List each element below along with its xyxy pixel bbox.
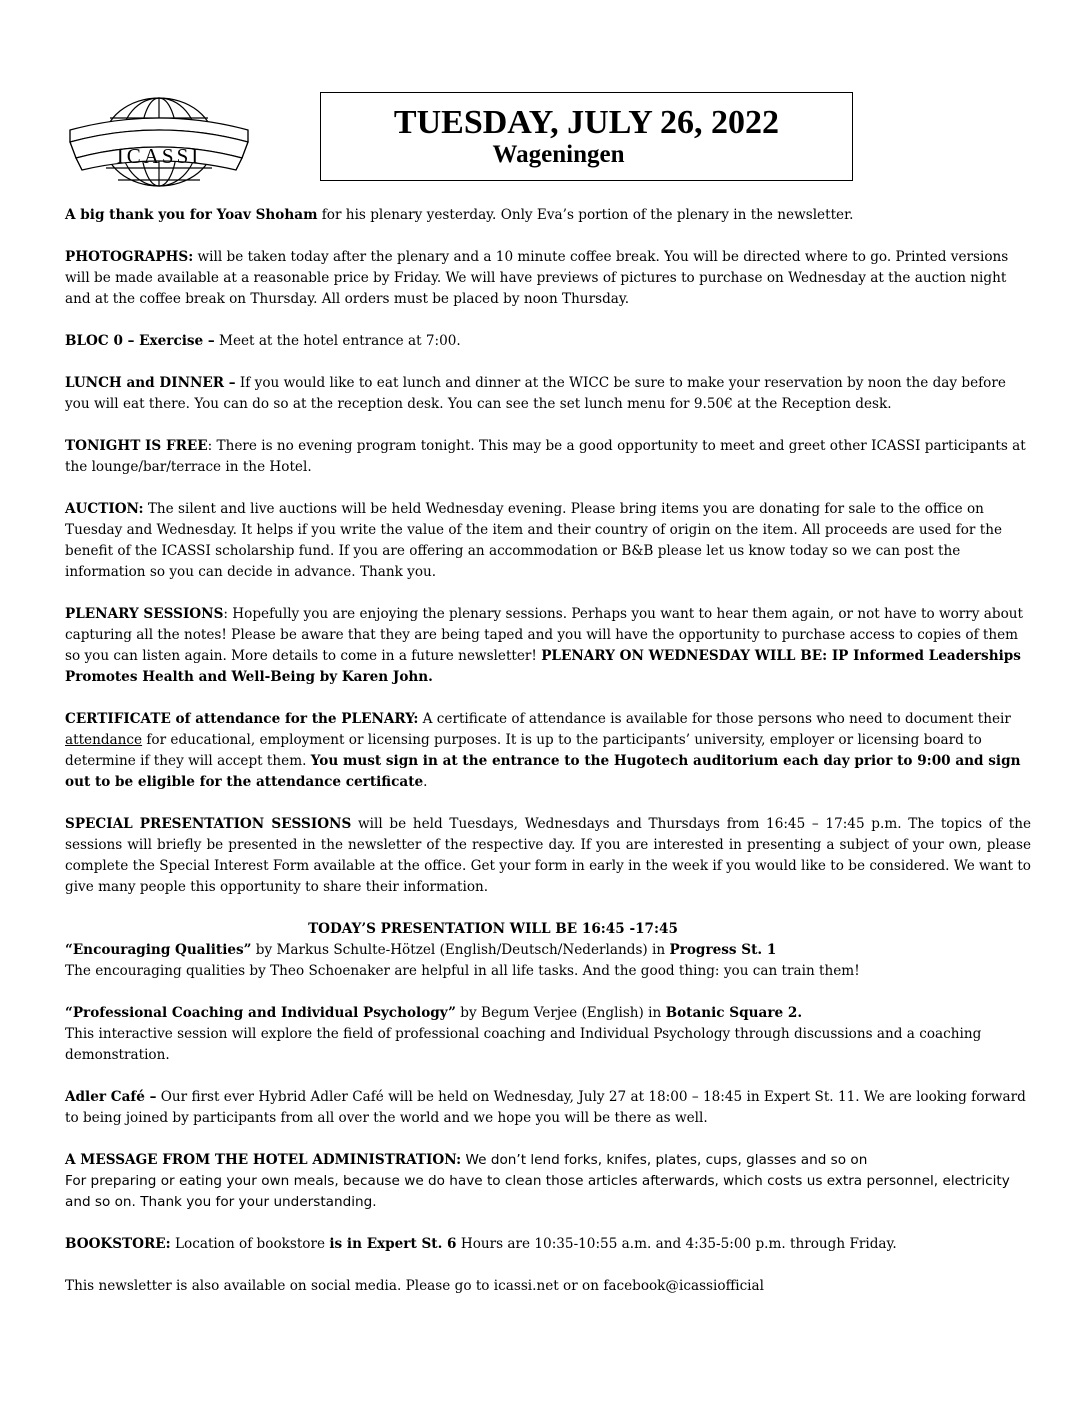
presentation-2-room: Botanic Square 2. — [665, 1005, 803, 1021]
auction-paragraph — [65, 499, 1031, 583]
presentation-2-description: This interactive session will explore the field of professional coaching and Individual Psychology through discussions and a coaching demonstration. — [65, 1026, 982, 1063]
bloc0-paragraph — [65, 331, 1031, 352]
certificate-paragraph — [65, 709, 1031, 793]
special-sessions-heading: SPECIAL PRESENTATION SESSIONS — [65, 816, 352, 832]
adler-cafe-text: Our first ever Hybrid Adler Café will be held on Wednesday, July 27 at 18:00 – 18:45 in Expert St. 11. We are looking forward to being joined by participants from all over the world and we hope you will be there as well. — [65, 1089, 1026, 1126]
special-sessions-paragraph — [65, 814, 1031, 898]
presentation-2-title: “Professional Coaching and Individual Psychology” — [65, 1005, 456, 1021]
tonight-paragraph — [65, 436, 1031, 478]
certificate-sign-in-notice: You must sign in at the entrance to the Hugotech auditorium each day prior to 9:00 and sign out to be eligible for the attendance certificate — [65, 753, 1021, 790]
presentation-1-line — [65, 940, 1031, 961]
bookstore-hours: Hours are 10:35-10:55 a.m. and 4:35-5:00 p.m. through Friday. — [456, 1236, 897, 1252]
todays-presentation-heading-text: TODAY’S PRESENTATION WILL BE 16:45 -17:45 — [308, 921, 678, 937]
auction-heading: AUCTION: — [65, 501, 144, 517]
hotel-message-text-1: We don’t lend forks, knifes, plates, cups, glasses and so on — [461, 1152, 868, 1168]
certificate-text-1: A certificate of attendance is available for those persons who need to document their — [418, 711, 1011, 727]
presentation-1-presenter: by Markus Schulte-Hötzel (English/Deutsch/Nederlands) in — [251, 942, 670, 958]
icassi-globe-logo — [66, 96, 252, 194]
special-sessions-text: will be held Tuesdays, Wednesdays and Thursdays from 16:45 – 17:45 p.m. The topics of the sessions will briefly be presented in the newsletter of the respective day. If you are interested in presenting a subject of your own, please complete the Special Interest Form available at the office. Get your form in early in the week if you would like to be considered. We want to give many people this opportunity to share their information. — [65, 816, 1031, 895]
tonight-heading: TONIGHT IS FREE — [65, 438, 208, 454]
certificate-underlined-word: attendance — [65, 732, 143, 748]
lunch-text: If you would like to eat lunch and dinner at the WICC be sure to make your reservation by noon the day before you will eat there. You can do so at the reception desk. You can see the set lunch menu for 9.50€ at the Reception desk. — [65, 375, 1006, 412]
tonight-text: : There is no evening program tonight. This may be a good opportunity to meet and greet other ICASSI participants at the lounge/bar/terrace in the Hotel. — [65, 438, 1026, 475]
certificate-heading: CERTIFICATE of attendance for the PLENARY: — [65, 711, 419, 727]
photographs-heading: PHOTOGRAPHS: — [65, 249, 194, 265]
hotel-message-text-2: For preparing or eating your own meals, because we do have to clean those articles afterwards, which costs us extra personnel, electricity and so on. Thank you for your understanding. — [65, 1173, 1010, 1210]
plenary-text: : Hopefully you are enjoying the plenary sessions. Perhaps you want to hear them again, or not have to worry about capturing all the notes! Please be aware that they are being taped and you will have the opportunity to purchase access to copies of them so you can listen again. More details to come in a future newsletter! — [65, 606, 1023, 664]
plenary-wednesday-announcement: PLENARY ON WEDNESDAY WILL BE: IP Informed Leaderships Promotes Health and Well-Being by Karen John. — [65, 648, 1021, 685]
bloc0-text: Meet at the hotel entrance at 7:00. — [214, 333, 461, 349]
lunch-paragraph — [65, 373, 1031, 415]
photographs-paragraph — [65, 247, 1031, 310]
certificate-text-3: . — [423, 774, 428, 790]
newsletter-body — [65, 205, 1031, 1318]
bookstore-text-1: Location of bookstore — [170, 1236, 330, 1252]
photographs-text: will be taken today after the plenary and a 10 minute coffee break. You will be directed where to go. Printed versions will be made available at a reasonable price by Friday. We will have previews of pictures to purchase on Wednesday at the auction night and at the coffee break on Thursday. All orders must be placed by noon Thursday. — [65, 249, 1009, 307]
presentation-1-title: “Encouraging Qualities” — [65, 942, 252, 958]
thanks-heading: A big thank you for Yoav Shoham — [65, 207, 318, 223]
footer-social-media: This newsletter is also available on social media. Please go to icassi.net or on facebook@icassiofficial — [65, 1278, 764, 1294]
presentation-2-presenter: by Begum Verjee (English) in — [455, 1005, 666, 1021]
thanks-paragraph — [65, 205, 1031, 226]
bookstore-location: is in Expert St. 6 — [329, 1236, 457, 1252]
bloc0-heading: BLOC 0 – Exercise – — [65, 333, 215, 349]
plenary-paragraph — [65, 604, 1031, 688]
presentation-1-description: The encouraging qualities by Theo Schoenaker are helpful in all life tasks. And the good thing: you can train them! — [65, 963, 860, 979]
lunch-heading: LUNCH and DINNER – — [65, 375, 236, 391]
header-title-box — [320, 92, 853, 181]
auction-text: The silent and live auctions will be held Wednesday evening. Please bring items you are donating for sale to the office on Tuesday and Wednesday. It helps if you write the value of the item and their country of origin on the item. All proceeds are used for the benefit of the ICASSI scholarship fund. If you are offering an accommodation or B&B please let us know today so we can post the information so you can decide in advance. Thank you. — [65, 501, 1002, 580]
certificate-text-2: for educational, employment or licensing purposes. It is up to the participants’ university, employer or licensing board to determine if they will accept them. — [65, 732, 982, 769]
thanks-text: for his plenary yesterday. Only Eva’s portion of the plenary in the newsletter. — [317, 207, 854, 223]
adler-cafe-heading: Adler Café – — [65, 1089, 157, 1105]
bookstore-paragraph — [65, 1234, 1031, 1255]
hotel-message-paragraph — [65, 1150, 1031, 1213]
presentation-2-line — [65, 1003, 1031, 1024]
adler-cafe-paragraph — [65, 1087, 1031, 1129]
plenary-heading: PLENARY SESSIONS — [65, 606, 224, 622]
newsletter-location: Wageningen — [492, 141, 625, 168]
bookstore-heading: BOOKSTORE: — [65, 1236, 171, 1252]
presentation-1-room: Progress St. 1 — [669, 942, 777, 958]
hotel-message-heading: A MESSAGE FROM THE HOTEL ADMINISTRATION: — [65, 1152, 462, 1168]
svg-text:ICASSI: ICASSI — [116, 144, 202, 168]
newsletter-date: TUESDAY, JULY 26, 2022 — [393, 104, 780, 141]
todays-presentation-heading — [65, 919, 1031, 940]
